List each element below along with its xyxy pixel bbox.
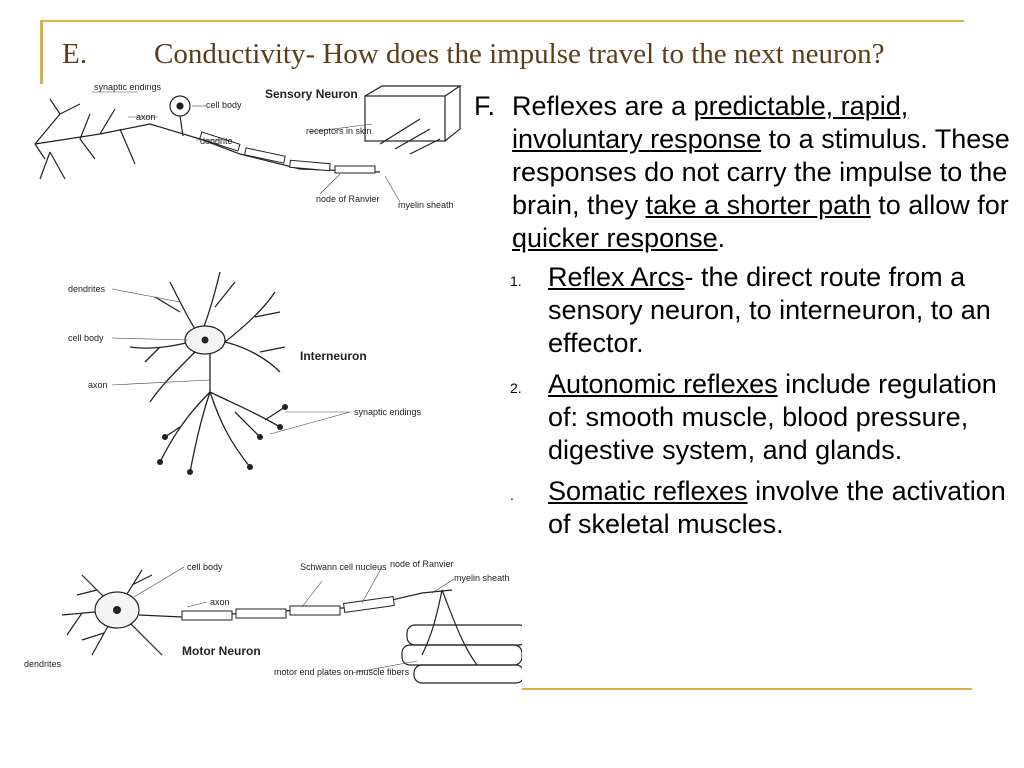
interneuron-figure [60,262,440,492]
paragraph-lead: F. [474,91,496,121]
sensory-label-synaptic: synaptic endings [94,84,162,92]
paragraph-segment: Reflexes are a [512,91,694,121]
title-number: E. [62,38,87,70]
reflex-list-item [510,475,1018,541]
interneuron-label-dendrites: dendrites [68,284,106,294]
paragraph-text [512,91,1010,253]
motor-label-dendrites: dendrites [24,659,62,669]
paragraph-segment: to a stimulus. These responses do not carry the impulse to the brain, they [512,124,1010,220]
interneuron-label-cell-body: cell body [68,333,104,343]
motor-label-cell-body: cell body [187,562,223,572]
reflex-list-item [510,261,1018,360]
motor-title: Motor Neuron [182,644,261,658]
motor-label-node: node of Ranvier [390,559,454,569]
list-marker: . [510,487,514,503]
paragraph-segment: to allow for [870,190,1009,220]
list-item-description: include regulation of: smooth muscle, blood pressure, digestive system, and glands. [548,369,997,465]
sensory-label-myelin: myelin sheath [398,200,454,210]
motor-neuron-figure [22,545,522,695]
underlined-phrase: take a shorter path [645,190,871,220]
reflex-list-item [510,368,1018,467]
list-item-term: Autonomic reflexes [548,369,778,399]
list-item-term: Reflex Arcs [548,262,685,292]
reflex-definition-paragraph [474,90,1018,255]
interneuron-title: Interneuron [300,349,367,363]
sensory-label-axon: axon [136,112,156,122]
sensory-label-cell-body: cell body [206,100,242,110]
reflex-list [474,261,1018,541]
underlined-phrase: predictable, rapid, involuntary response [512,91,909,154]
list-marker: 1. [510,273,522,289]
list-item-description: involve the activation of skeletal muscles. [548,476,1006,539]
sensory-title: Sensory Neuron [265,87,358,101]
sensory-label-receptors: receptors in skin [306,126,372,136]
interneuron-label-axon: axon [88,380,108,390]
motor-label-axon: axon [210,597,230,607]
underlined-phrase: quicker response [512,223,718,253]
sensory-label-dendrite: dendrite [200,136,233,146]
motor-label-schwann: Schwann cell nucleus [300,562,387,572]
sensory-neuron-figure [20,84,470,214]
title-text: Conductivity- How does the impulse travel to the next neuron? [154,38,885,70]
list-item-term: Somatic reflexes [548,476,748,506]
motor-label-end-plates: motor end plates on muscle fibers [274,667,410,677]
left-accent-rule [40,20,43,84]
slide-title [62,38,884,71]
slide-body [474,90,1018,549]
sensory-label-node: node of Ranvier [316,194,380,204]
interneuron-label-synaptic: synaptic endings [354,407,422,417]
bottom-accent-rule [522,688,972,690]
motor-label-myelin: myelin sheath [454,573,510,583]
list-item-description: - the direct route from a sensory neuron, to interneuron, to an effector. [548,262,991,358]
paragraph-segment: . [717,223,726,253]
list-marker: 2. [510,380,522,396]
top-accent-rule [40,20,964,22]
